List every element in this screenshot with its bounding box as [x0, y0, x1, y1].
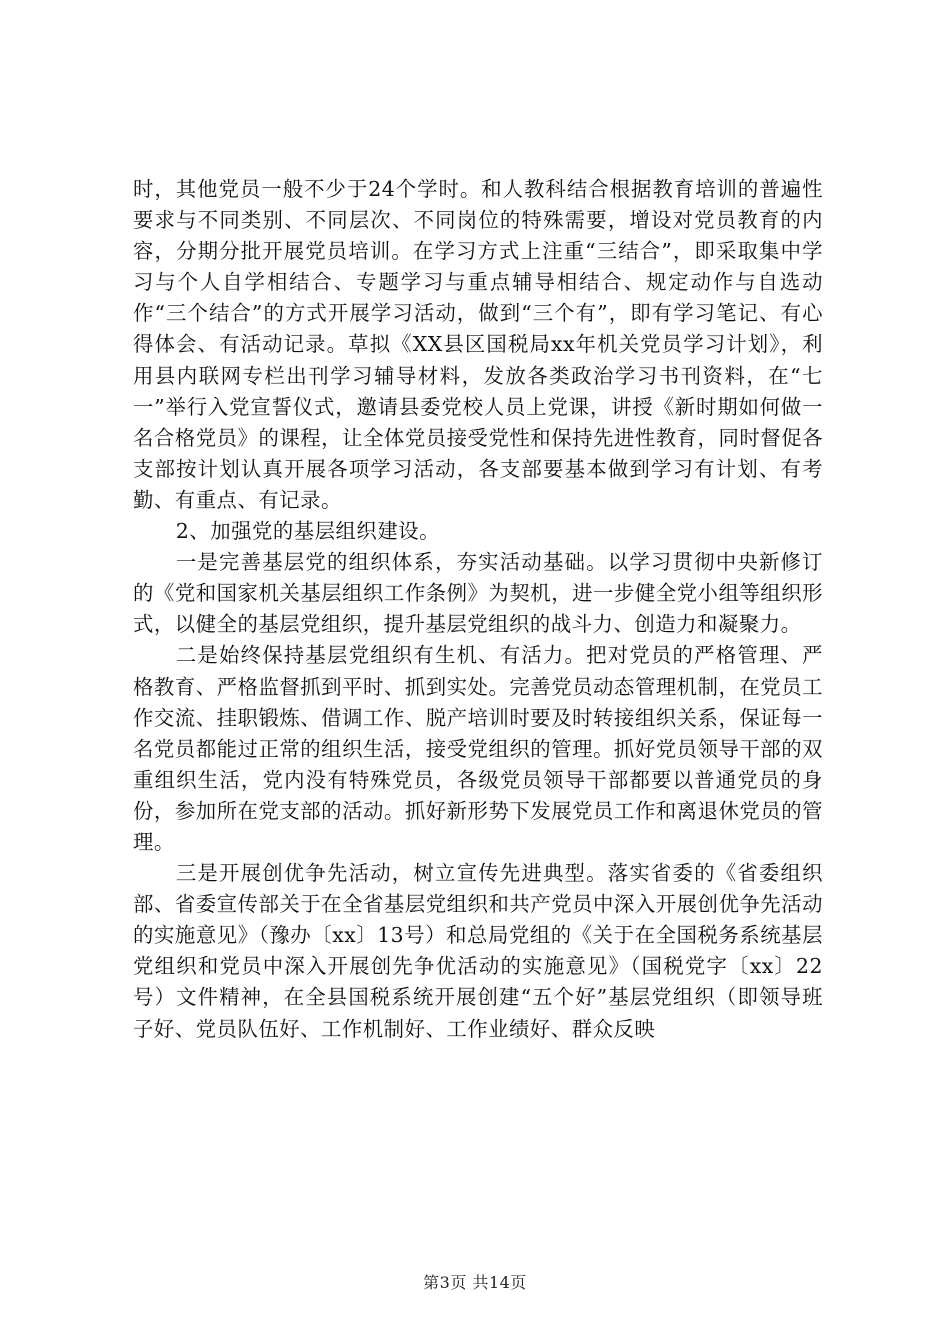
paragraph-5: 三是开展创优争先活动，树立宣传先进典型。落实省委的《省委组织部、省委宣传部关于在全省基层党组织和共产党员中深入开展创优争先活动的实施意见》（豫办〔xx〕13号）和总局党组的《关于在全国税务系统基层党组织和党员中深入开展创先争优活动的实施意见》（国税党字〔xx〕22号）文件精神，在全县国税系统开展创建“五个好”基层党组织（即领导班子好、党员队伍好、工作机制好、工作业绩好、群众反映: [133, 861, 823, 1041]
paragraph-2-heading: 2、加强党的基层组织建设。: [175, 519, 440, 544]
paragraph-3: 一是完善基层党的组织体系，夯实活动基础。以学习贯彻中央新修订的《党和国家机关基层组织工作条例》为契机，进一步健全党小组等组织形式，以健全的基层党组织，提升基层党组织的战斗力、创造力和凝聚力。: [133, 550, 823, 637]
paragraph-4: 二是始终保持基层党组织有生机、有活力。把对党员的严格管理、严格教育、严格监督抓到平时、抓到实处。完善党员动态管理机制，在党员工作交流、挂职锻炼、借调工作、脱产培训时要及时转接组织关系，保证每一名党员都能过正常的组织生活，接受党组织的管理。抓好党员领导干部的双重组织生活，党内没有特殊党员，各级党员领导干部都要以普通党员的身份，参加所在党支部的活动。抓好新形势下发展党员工作和离退休党员的管理。: [133, 643, 823, 854]
paragraph-1: 时，其他党员一般不少于24个学时。和人教科结合根据教育培训的普遍性要求与不同类别、不同层次、不同岗位的特殊需要，增设对党员教育的内容，分期分批开展党员培训。在学习方式上注重“三结合”，即采取集中学习与个人自学相结合、专题学习与重点辅导相结合、规定动作与自选动作“三个结合”的方式开展学习活动，做到“三个有”，即有学习笔记、有心得体会、有活动记录。草拟《XX县区国税局xx年机关党员学习计划》，利用县内联网专栏出刊学习辅导材料，发放各类政治学习书刊资料，在“七一”举行入党宣誓仪式，邀请县委党校人员上党课，讲授《新时期如何做一名合格党员》的课程，让全体党员接受党性和保持先进性教育，同时督促各支部按计划认真开展各项学习活动，各支部要基本做到学习有计划、有考勤、有重点、有记录。: [133, 177, 823, 512]
document-body: [133, 174, 823, 1045]
page-number-footer: 第3页 共14页: [423, 1273, 527, 1292]
